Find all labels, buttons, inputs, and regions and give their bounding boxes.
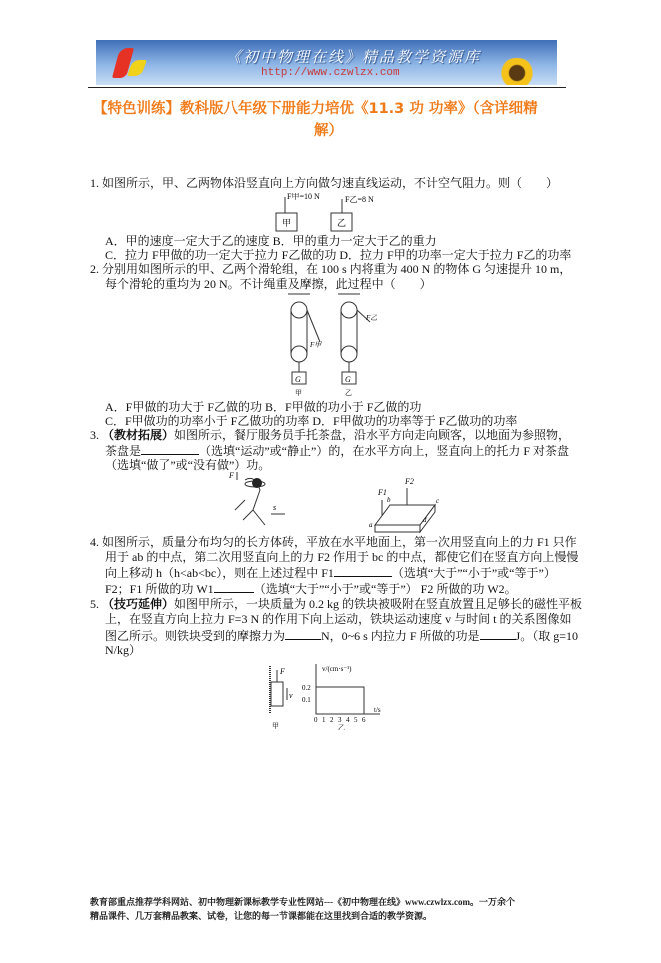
q3-figures	[215, 470, 455, 536]
graph-xtick: 2	[330, 716, 334, 724]
q4-line2: 用于 ab 的中点，第二次用竖直向上的力 F2 作用于 bc 的中点，都使它们在竖直方向上慢慢	[105, 550, 579, 564]
footer-line1: 教育部重点推荐学科网站、初中物理新课标教学专业性网站---《初中物理在线》www.czwlzx.com。一万余个	[90, 897, 515, 907]
q5-line4: N/kg）	[105, 643, 142, 657]
q4-answer-blank-1[interactable]	[334, 565, 392, 577]
banner-url: http://www.czwlzx.com	[261, 67, 400, 79]
q4-answer-blank-2[interactable]	[214, 581, 254, 593]
q2-force-jia-label: F甲	[310, 341, 322, 349]
graph-xtick: 1	[322, 716, 326, 724]
q2-yi-caption: 乙	[345, 389, 352, 397]
q4-line4	[105, 581, 517, 597]
q5-text-b: N，0~6 s 内拉力 F 所做的功是	[321, 629, 480, 643]
q5-figures	[262, 662, 412, 730]
q1-figure	[260, 193, 380, 233]
q3-displacement-label: s	[273, 503, 277, 512]
q1-force-yi-label: F乙=8 N	[345, 195, 374, 204]
q2-stem-line1: 2. 分别用如图所示的甲、乙两个滑轮组，在 100 s 内将重为 400 N 的物体 G 匀速提升 10 m，	[90, 262, 572, 276]
q5-text-c: J。（取 g=10	[515, 629, 578, 643]
graph-ytick-0.2: 0.2	[302, 684, 311, 692]
q5-jia-caption: 甲	[272, 722, 279, 730]
q1-options-cd: C．拉力 F甲做的功一定大于拉力 F乙做的功 D．拉力 F甲的功率一定大于拉力 F乙的功率	[105, 248, 572, 262]
q3-force-label: F	[229, 471, 234, 480]
q5-force-label: F	[280, 667, 285, 676]
q5-tag: （技巧延伸）	[102, 597, 175, 611]
graph-xtick: 3	[338, 716, 342, 724]
sunflower-image	[497, 58, 537, 85]
q4-text-a: 向上移动 h（h<ab<bc），则在上述过程中 F1	[105, 566, 334, 580]
q4-text-d: （选填“大于”“小于”或“等于”） F2 所做的功 W2。	[253, 582, 517, 596]
q3-f1-label: F1	[378, 488, 387, 497]
doc-title-line1: 【特色训练】教科版八年级下册能力培优《11.3 功 功率》（含详细精	[93, 101, 538, 117]
q5-velocity-label: v	[289, 691, 293, 700]
graph-xtick: 5	[354, 716, 358, 724]
q1-force-jia-label: F甲=10 N	[287, 193, 320, 201]
q5-line1	[90, 597, 582, 612]
header-divider	[88, 87, 566, 88]
q3-stem-line3: （选填“做了”或“没有做”）功。	[105, 458, 271, 472]
q1-options-ab: A．甲的速度一定大于乙的速度 B．甲的重力一定大于乙的重力	[105, 234, 437, 248]
q2-weight-yi-label: G	[345, 375, 351, 384]
q3-stem-line1: 3. （教材拓展）如图所示，餐厅服务员手托茶盘，沿水平方向走向顾客，以地面为参照物，	[90, 428, 571, 442]
q5-answer-blank-1[interactable]	[285, 628, 321, 640]
graph-xtick: 4	[346, 716, 350, 724]
q5-line2: 上，在竖直方向上拉力 F=3 N 的作用下向上运动，铁块运动速度 v 与时间 t 的关系图像如	[105, 612, 572, 626]
q5-number: 5.	[90, 597, 99, 611]
q5-line3	[105, 628, 578, 644]
q2-pulley-figure	[280, 292, 380, 398]
q3-text-a: 茶盘是	[105, 444, 142, 458]
q3-text: 如图所示，餐厅服务员手托茶盘，沿水平方向走向顾客，以地面为参照物，	[174, 428, 571, 442]
q2-options-ab: A．F甲做的功大于 F乙做的功 B．F甲做的功小于 F乙做的功	[105, 400, 422, 414]
q3-tag: （教材拓展）	[102, 428, 175, 442]
q3-a-label: a	[369, 521, 373, 529]
q2-jia-caption: 甲	[295, 389, 302, 397]
graph-y-axis-label: v/(cm·s⁻¹)	[322, 665, 352, 673]
magnetic-plate-figure	[270, 666, 293, 730]
q2-stem-line2: 每个滑轮的重均为 20 N。不计绳重及摩擦，此过程中（ ）	[105, 277, 432, 291]
velocity-time-graph	[302, 664, 381, 730]
q3-answer-blank-1[interactable]	[141, 443, 199, 455]
q3-c-label: c	[436, 497, 440, 505]
q5-answer-blank-2[interactable]	[480, 628, 516, 640]
q4-text-b: （选填“大于”“小于”或“等于”）	[391, 566, 556, 580]
banner-title: 《初中物理在线》精品教学资源库	[226, 50, 482, 66]
q4-text-c: F2；F1 所做的功 W1	[105, 582, 214, 596]
q1-stem: 1. 如图所示，甲、乙两物体沿竖直向上方向做匀速直线运动，不计空气阻力。则（ ）	[90, 176, 559, 190]
waiter-figure	[228, 471, 285, 525]
graph-ytick-0.1: 0.1	[302, 696, 311, 704]
footer-line2: 精品课件、几万套精品教案、试卷，让您的每一节课都能在这里找到合适的教学资源。	[90, 911, 433, 921]
q1-box-jia-label: 甲	[282, 218, 292, 228]
q4-line3	[105, 565, 556, 581]
q5-yi-caption: 乙	[338, 724, 345, 730]
q2-options-cd: C．F甲做功的功率小于 F乙做功的功率 D．F甲做功的功率等于 F乙做功的功率	[105, 414, 518, 428]
q4-line1: 4. 如图所示，质量分布均匀的长方体砖，平放在水平地面上，第一次用竖直向上的力 F1 只作	[90, 535, 577, 549]
graph-xtick: 0	[314, 716, 318, 724]
q3-stem-line2	[105, 443, 569, 459]
q5-text: 如图甲所示，一块质量为 0.2 kg 的铁块被吸附在竖直放置且足够长的磁性平板	[174, 597, 583, 611]
q2-force-yi-label: F乙	[366, 314, 378, 322]
q2-weight-jia-label: G	[295, 375, 301, 384]
graph-xtick: 6	[362, 716, 366, 724]
graph-x-axis-label: t/s	[374, 706, 381, 714]
q3-f2-label: F2	[405, 477, 414, 486]
doc-title-line2: 解）	[314, 123, 343, 139]
q3-b-label: b	[387, 496, 391, 504]
q3-d-label: d	[423, 516, 427, 524]
q3-text-b: （选填“运动”或“静止”）的，在水平方向上，竖直向上的托力 F 对茶盘	[199, 444, 569, 458]
site-banner	[96, 40, 557, 85]
q1-box-yi-label: 乙	[337, 218, 347, 228]
brick-figure	[369, 477, 440, 532]
q5-text-a: 图乙所示。则铁块受到的摩擦力为	[105, 629, 286, 643]
